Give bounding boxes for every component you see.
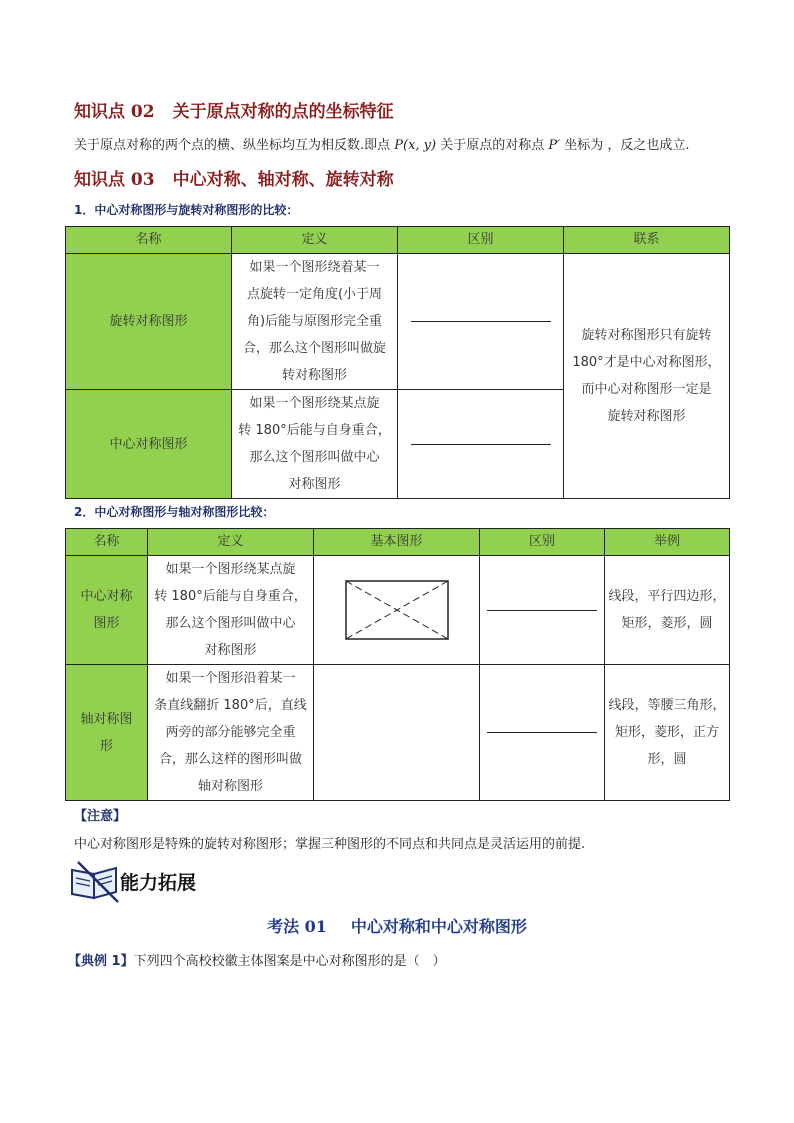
example-line: 线段，等腰三角形， (608, 698, 726, 713)
table2-example-central (605, 556, 730, 665)
table1-header-name: 名称 (66, 227, 232, 254)
table2-name-axial (66, 665, 148, 801)
table2-header-name: 名称 (66, 529, 148, 556)
answer-blank (411, 321, 551, 322)
table2-row-central (66, 556, 730, 665)
note-title: 【注意】 (74, 809, 127, 824)
kp02-text-1: 关于原点对称的两个点的横、纵坐标均互为相反数.即点 (74, 138, 395, 153)
table2-header-row (66, 529, 730, 556)
point-p-prime: P′ (548, 138, 561, 153)
note-text: 中心对称图形是特殊的旋转对称图形；掌握三种图形的不同点和共同点是灵活运用的前提. (74, 837, 586, 852)
table2-diff-central (480, 556, 605, 665)
def-line: 转 180°后能与自身重合， (238, 423, 391, 438)
def-line: 转对称图形 (281, 368, 347, 383)
method-label: 考法 01 (267, 917, 327, 936)
kp02-label: 知识点 02 (74, 102, 155, 122)
kp02-text-2: 关于原点的对称点 (436, 138, 549, 153)
name-line: 轴对称图 (80, 711, 133, 727)
answer-blank (411, 444, 551, 445)
def-line: 如果一个图形绕某点旋 (165, 562, 296, 577)
table1-def-central (232, 390, 398, 499)
table1-diff-central (398, 390, 564, 499)
table1-name-rotation: 旋转对称图形 (66, 254, 232, 390)
table2-header-def: 定义 (148, 529, 314, 556)
kp03-heading (74, 165, 394, 190)
table1-diff-rotation (398, 254, 564, 390)
relation-line: 旋转对称图形只有旋转 (581, 328, 712, 343)
rectangle-diagonals-diagram (344, 579, 450, 641)
example-line: 矩形，菱形，圆 (621, 616, 713, 631)
def-line: 轴对称图形 (197, 779, 263, 794)
comparison-table-1 (65, 226, 730, 499)
def-line: 对称图形 (204, 643, 257, 658)
example1-tag: 【典例 1】 (68, 954, 134, 969)
kp02-heading (74, 97, 394, 122)
example-line: 矩形，菱形，正方 (614, 725, 719, 740)
name-line: 形 (99, 738, 113, 754)
banner-title: 能力拓展 (120, 872, 197, 894)
point-p: P(x, y) (394, 138, 437, 153)
section1-title: 1．中心对称图形与旋转对称图形的比较： (74, 203, 299, 217)
comparison-table-2 (65, 528, 730, 801)
open-book-icon (68, 860, 124, 904)
def-line: 合，那么这个图形叫做旋 (242, 341, 386, 356)
answer-blank (487, 732, 597, 733)
table1-name-central: 中心对称图形 (66, 390, 232, 499)
table2-def-axial (148, 665, 314, 801)
example-line: 线段，平行四边形， (608, 589, 726, 604)
table2-header-diff: 区别 (480, 529, 605, 556)
table2-shape-central (314, 556, 480, 665)
name-line: 图形 (93, 616, 120, 631)
def-line: 条直线翻折 180°后，直线 (154, 698, 307, 713)
table1-header-relation: 联系 (564, 227, 730, 254)
def-line: 如果一个图形沿着某一 (165, 671, 296, 686)
table1-header-def: 定义 (232, 227, 398, 254)
table2-name-central (66, 556, 148, 665)
table2-shape-axial (314, 665, 480, 801)
section2-title: 2．中心对称图形与轴对称图形比较： (74, 505, 275, 519)
def-line: 点旋转一定角度(小于周 (246, 287, 383, 302)
def-line: 两旁的部分能够完全重 (165, 725, 296, 740)
kp02-paragraph (74, 134, 689, 153)
kp02-title: 关于原点对称的点的坐标特征 (172, 102, 394, 122)
def-line: 合，那么这样的图形叫做 (158, 752, 302, 767)
example1 (68, 950, 446, 969)
kp02-text-3: 坐标为 ，反之也成立. (560, 138, 690, 153)
def-line: 对称图形 (288, 477, 341, 492)
table1-def-rotation (232, 254, 398, 390)
relation-line: 旋转对称图形 (607, 409, 686, 424)
table2-diff-axial (480, 665, 605, 801)
name-line: 中心对称 (80, 589, 133, 604)
answer-blank (487, 610, 597, 611)
method-heading (0, 914, 794, 937)
def-line: 角)后能与原图形完全重 (246, 314, 383, 329)
table1-relation (564, 254, 730, 499)
example-line: 形，圆 (647, 752, 687, 767)
def-line: 如果一个图形绕某点旋 (249, 396, 380, 411)
example1-text: 下列四个高校校徽主体图案是中心对称图形的是（ ） (133, 954, 446, 969)
table2-header-shape: 基本图形 (314, 529, 480, 556)
relation-line: 180°才是中心对称图形， (572, 355, 721, 370)
table1-header-row (66, 227, 730, 254)
table1-row-rotation (66, 254, 730, 390)
def-line: 转 180°后能与自身重合， (154, 589, 307, 604)
table2-example-axial (605, 665, 730, 801)
table2-row-axial (66, 665, 730, 801)
kp03-title: 中心对称、轴对称、旋转对称 (172, 170, 394, 190)
def-line: 如果一个图形绕着某一 (249, 260, 380, 275)
table2-def-central (148, 556, 314, 665)
kp03-label: 知识点 03 (74, 170, 155, 190)
relation-line: 而中心对称图形一定是 (581, 382, 712, 397)
def-line: 那么这个图形叫做中心 (249, 450, 380, 465)
table2-header-example: 举例 (605, 529, 730, 556)
table1-header-diff: 区别 (398, 227, 564, 254)
method-title: 中心对称和中心对称图形 (350, 917, 527, 936)
def-line: 那么这个图形叫做中心 (165, 616, 296, 631)
